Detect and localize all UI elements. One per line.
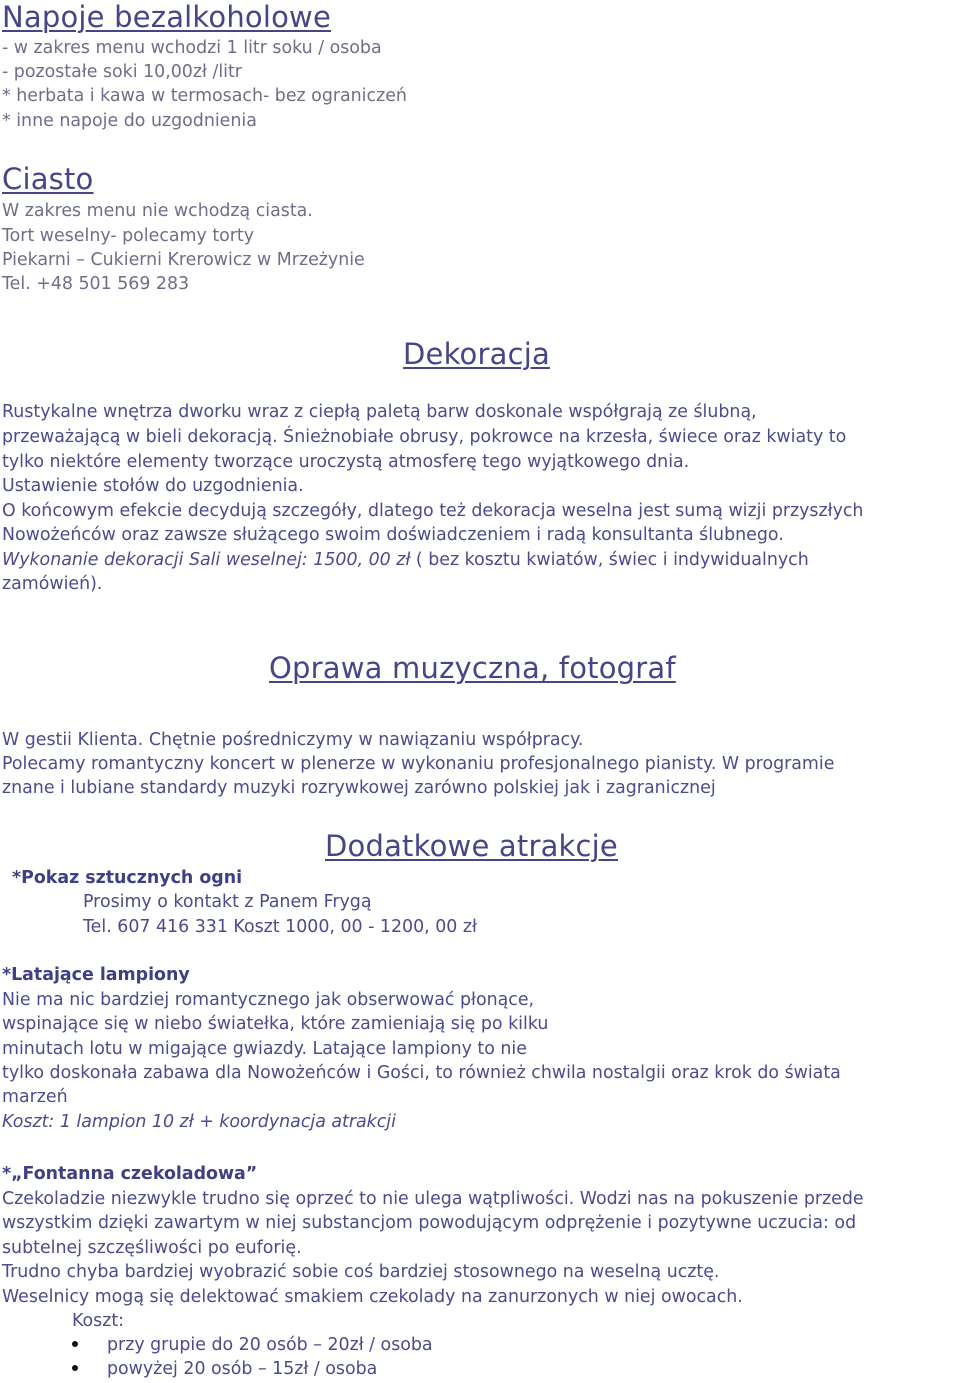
- dekoracja-line: tylko niektóre elementy tworzące uroczystą atmosferę tego wyjątkowego dnia.: [2, 452, 690, 472]
- fontanna-line: Trudno chyba bardziej wyobrazić sobie coś bardziej stosownego na weselną ucztę.: [2, 1262, 720, 1282]
- dekoracja-line: przeważającą w bieli dekoracją. Śnieżnobiałe obrusy, pokrowce na krzesła, świece oraz kwiaty to: [2, 427, 847, 447]
- fontanna-price: przy grupie do 20 osób – 20zł / osoba: [107, 1335, 433, 1355]
- bullet-icon: [72, 1341, 78, 1347]
- lampiony-line: marzeń: [2, 1087, 68, 1107]
- dekoracja-line: Nowożeńców oraz zawsze służącego swoim doświadczeniem i radą konsultanta ślubnego.: [2, 525, 784, 545]
- dekoracja-price-rest: ( bez kosztu kwiatów, świec i indywidualnych: [410, 550, 809, 570]
- dekoracja-line: O końcowym efekcie decydują szczegóły, dlatego też dekoracja weselna jest sumą wizji przyszłych: [2, 501, 864, 521]
- fontanna-line: Czekoladzie niezwykle trudno się oprzeć to nie ulega wątpliwości. Wodzi nas na pokuszenie przede: [2, 1189, 864, 1209]
- pokaz-heading: *Pokaz sztucznych ogni: [12, 868, 243, 888]
- fontanna-heading: *„Fontanna czekoladowa”: [2, 1164, 258, 1184]
- napoje-line: - w zakres menu wchodzi 1 litr soku / osoba: [2, 38, 382, 58]
- dekoracja-line: Ustawienie stołów do uzgodnienia.: [2, 476, 304, 496]
- oprawa-line: znane i lubiane standardy muzyki rozrywkowej zarówno polskiej jak i zagranicznej: [2, 778, 716, 798]
- ciasto-line: Tort weselny- polecamy torty: [2, 226, 255, 246]
- fontanna-line: wszystkim dzięki zawartym w niej substancjom powodującym odprężenie i pozytywne uczucia: od: [2, 1213, 857, 1233]
- lampiony-cost: Koszt: 1 lampion 10 zł + koordynacja atrakcji: [2, 1112, 396, 1132]
- dekoracja-price-line: [2, 548, 809, 572]
- ciasto-line: Piekarni – Cukierni Krerowicz w Mrzeżynie: [2, 250, 365, 270]
- section-title-oprawa: Oprawa muzyczna, fotograf: [269, 651, 676, 685]
- section-title-ciasto: Ciasto: [2, 162, 94, 196]
- lampiony-line: wspinające się w niebo światełka, które zamieniają się po kilku: [2, 1014, 549, 1034]
- fontanna-line: subtelnej szczęśliwości po euforię.: [2, 1238, 302, 1258]
- lampiony-heading: *Latające lampiony: [2, 965, 190, 985]
- napoje-line: - pozostałe soki 10,00zł /litr: [2, 62, 242, 82]
- fontanna-line: Weselnicy mogą się delektować smakiem czekolady na zanurzonych w niej owocach.: [2, 1287, 743, 1307]
- lampiony-line: tylko doskonała zabawa dla Nowożeńców i Gości, to również chwila nostalgii oraz krok do świata: [2, 1063, 841, 1083]
- section-title-napoje: Napoje bezalkoholowe: [2, 0, 332, 34]
- dekoracja-price-line2: zamówień).: [2, 574, 103, 594]
- fontanna-cost-label: Koszt:: [72, 1311, 125, 1331]
- section-title-dekoracja: Dekoracja: [403, 337, 550, 371]
- oprawa-line: W gestii Klienta. Chętnie pośredniczymy w nawiązaniu współpracy.: [2, 730, 584, 750]
- dekoracja-line: Rustykalne wnętrza dworku wraz z ciepłą paletą barw doskonale współgrają ze ślubną,: [2, 402, 757, 422]
- pokaz-line: Tel. 607 416 331 Koszt 1000, 00 - 1200, 00 zł: [83, 917, 477, 937]
- napoje-line: * inne napoje do uzgodnienia: [2, 111, 257, 131]
- ciasto-line: W zakres menu nie wchodzą ciasta.: [2, 201, 313, 221]
- lampiony-line: minutach lotu w migające gwiazdy. Latające lampiony to nie: [2, 1039, 527, 1059]
- bullet-icon: [72, 1365, 78, 1371]
- ciasto-line: Tel. +48 501 569 283: [2, 274, 190, 294]
- lampiony-line: Nie ma nic bardziej romantycznego jak obserwować płonące,: [2, 990, 535, 1010]
- napoje-line: * herbata i kawa w termosach- bez ograniczeń: [2, 86, 407, 106]
- dekoracja-price-italic: Wykonanie dekoracji Sali weselnej: 1500, 00 zł: [2, 550, 411, 570]
- section-title-atrakcje: Dodatkowe atrakcje: [325, 829, 618, 863]
- fontanna-price: powyżej 20 osób – 15zł / osoba: [107, 1359, 378, 1379]
- pokaz-line: Prosimy o kontakt z Panem Frygą: [83, 892, 372, 912]
- oprawa-line: Polecamy romantyczny koncert w plenerze w wykonaniu profesjonalnego pianisty. W programie: [2, 754, 835, 774]
